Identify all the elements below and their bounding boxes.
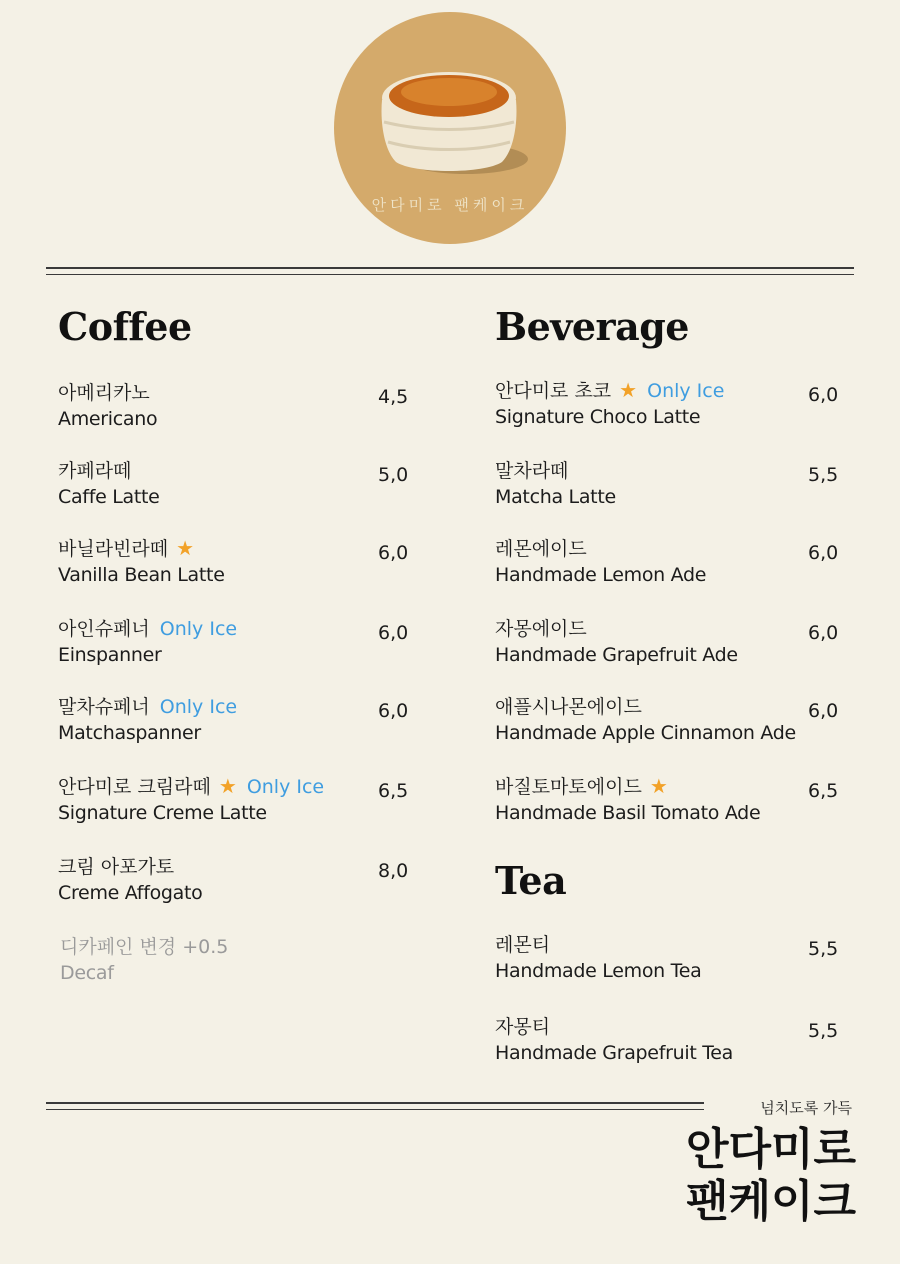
- menu-item-ko-text: 말차라떼: [495, 460, 569, 482]
- menu-item: [495, 456, 855, 516]
- menu-item-ko-text: 안다미로 크림라떼: [58, 776, 211, 798]
- menu-item-price: 5,5: [808, 464, 839, 486]
- menu-item-ko-text: 애플시나몬에이드: [495, 696, 642, 718]
- menu-item: [495, 534, 855, 594]
- menu-item-ko-text: 바질토마토에이드: [495, 776, 642, 798]
- menu-item-price: 6,0: [808, 384, 839, 406]
- only-ice-tag: Only Ice: [159, 696, 238, 718]
- star-icon: ★: [619, 378, 638, 402]
- menu-item-name-en: Handmade Basil Tomato Ade: [495, 802, 761, 824]
- menu-item-price: 6,0: [378, 700, 409, 722]
- menu-item: [495, 930, 855, 990]
- menu-item: [58, 852, 418, 912]
- star-icon: ★: [218, 774, 237, 798]
- menu-item-name-en: Signature Choco Latte: [495, 406, 701, 428]
- menu-item-price: 6,0: [378, 622, 409, 644]
- section-title-tea: Tea: [495, 858, 567, 903]
- menu-item-name-en: Handmade Grapefruit Tea: [495, 1042, 734, 1064]
- menu-item-ko-text: 자몽에이드: [495, 618, 587, 640]
- menu-item: [495, 614, 855, 674]
- only-ice-tag: Only Ice: [246, 776, 325, 798]
- menu-item-name-en: Handmade Lemon Tea: [495, 960, 702, 982]
- brand-line-1: 안다미로: [685, 1124, 856, 1175]
- menu-item-name-en: Americano: [58, 408, 158, 430]
- menu-item-ko-text: 카페라떼: [58, 460, 132, 482]
- menu-item-name-en: Vanilla Bean Latte: [58, 564, 225, 586]
- menu-item-name-ko: [58, 692, 237, 719]
- menu-item-name-ko: [58, 614, 237, 641]
- menu-item-ko-text: 아메리카노: [58, 382, 150, 404]
- only-ice-tag: Only Ice: [647, 380, 725, 402]
- menu-item-name-ko: [495, 534, 587, 561]
- menu-item: [495, 1012, 855, 1072]
- menu-item: [58, 614, 418, 674]
- menu-item-ko-text: 안다미로 초코: [495, 380, 612, 402]
- menu-item: [58, 534, 418, 594]
- menu-item-price: 6,0: [378, 542, 409, 564]
- menu-item-price: 5,5: [808, 1020, 839, 1042]
- menu-item-name-ko: [495, 614, 587, 641]
- logo-text: 안다미로 팬케이크: [371, 196, 529, 214]
- menu-item-price: 6,0: [808, 700, 839, 722]
- only-ice-tag: Only Ice: [159, 618, 238, 640]
- menu-item-price: 5,5: [808, 938, 839, 960]
- menu-item-name-ko: [495, 376, 724, 403]
- menu-item-name-en: Handmade Apple Cinnamon Ade: [495, 722, 796, 744]
- menu-item-ko-text: 말차슈페너: [58, 696, 150, 718]
- menu-item-price: 6,0: [808, 622, 839, 644]
- menu-item: [495, 376, 855, 436]
- menu-item-name-ko: [495, 456, 568, 483]
- menu-item-name-en: Matcha Latte: [495, 486, 616, 508]
- menu-item-name-ko: [58, 772, 324, 799]
- menu-item-ko-text: 바닐라빈라떼: [58, 538, 169, 560]
- bottom-divider-secondary: [46, 1109, 704, 1110]
- menu-item-ko-text: 레몬에이드: [495, 538, 587, 560]
- menu-item: [58, 692, 418, 752]
- menu-item-price: 5,0: [378, 464, 409, 486]
- menu-item-name-en: Einspanner: [58, 644, 162, 666]
- menu-item-price: 6,5: [378, 780, 409, 802]
- menu-item-price: 4,5: [378, 386, 409, 408]
- logo-badge: [334, 12, 566, 244]
- decaf-option: [60, 932, 420, 992]
- menu-item-name-ko: [58, 534, 194, 561]
- top-divider: [46, 267, 854, 269]
- menu-item-price: 6,0: [808, 542, 839, 564]
- top-divider-secondary: [46, 274, 854, 275]
- menu-item-price: 8,0: [378, 860, 409, 882]
- menu-item: [58, 378, 418, 438]
- decaf-en: Decaf: [60, 962, 114, 984]
- menu-item-name-en: Signature Creme Latte: [58, 802, 267, 824]
- menu-item-price: 6,5: [808, 780, 839, 802]
- menu-item-name-en: Handmade Lemon Ade: [495, 564, 707, 586]
- menu-item-ko-text: 자몽티: [495, 1016, 551, 1038]
- menu-item: [58, 456, 418, 516]
- menu-item-name-ko: [58, 456, 131, 483]
- menu-item: [58, 772, 418, 832]
- menu-item-name-en: Caffe Latte: [58, 486, 160, 508]
- menu-item-name-ko: [495, 692, 642, 719]
- menu-item-ko-text: 아인슈페너: [58, 618, 150, 640]
- menu-item-name-en: Matchaspanner: [58, 722, 201, 744]
- menu-item-name-ko: [495, 1012, 550, 1039]
- menu-item-name-ko: [495, 930, 550, 957]
- star-icon: ★: [649, 774, 668, 798]
- section-title-coffee: Coffee: [58, 304, 192, 349]
- menu-item-name-en: Handmade Grapefruit Ade: [495, 644, 738, 666]
- menu-item-ko-text: 레몬티: [495, 934, 551, 956]
- brand-line-2: 팬케이크: [685, 1176, 856, 1227]
- menu-item-ko-text: 크림 아포가토: [58, 856, 175, 878]
- slogan: 넘치도록 가득: [760, 1099, 852, 1117]
- decaf-ko: 디카페인 변경 +0.5: [60, 936, 229, 958]
- menu-item: [495, 692, 855, 752]
- star-icon: ★: [176, 536, 195, 560]
- menu-item-name-ko: [58, 378, 150, 405]
- menu-item-name-en: Creme Affogato: [58, 882, 203, 904]
- menu-item: [495, 772, 855, 832]
- brand-name: [686, 1124, 856, 1228]
- menu-item-name-ko: [495, 772, 668, 799]
- menu-item-name-ko: [58, 852, 174, 879]
- section-title-beverage: Beverage: [495, 304, 689, 349]
- bottom-divider: [46, 1102, 704, 1104]
